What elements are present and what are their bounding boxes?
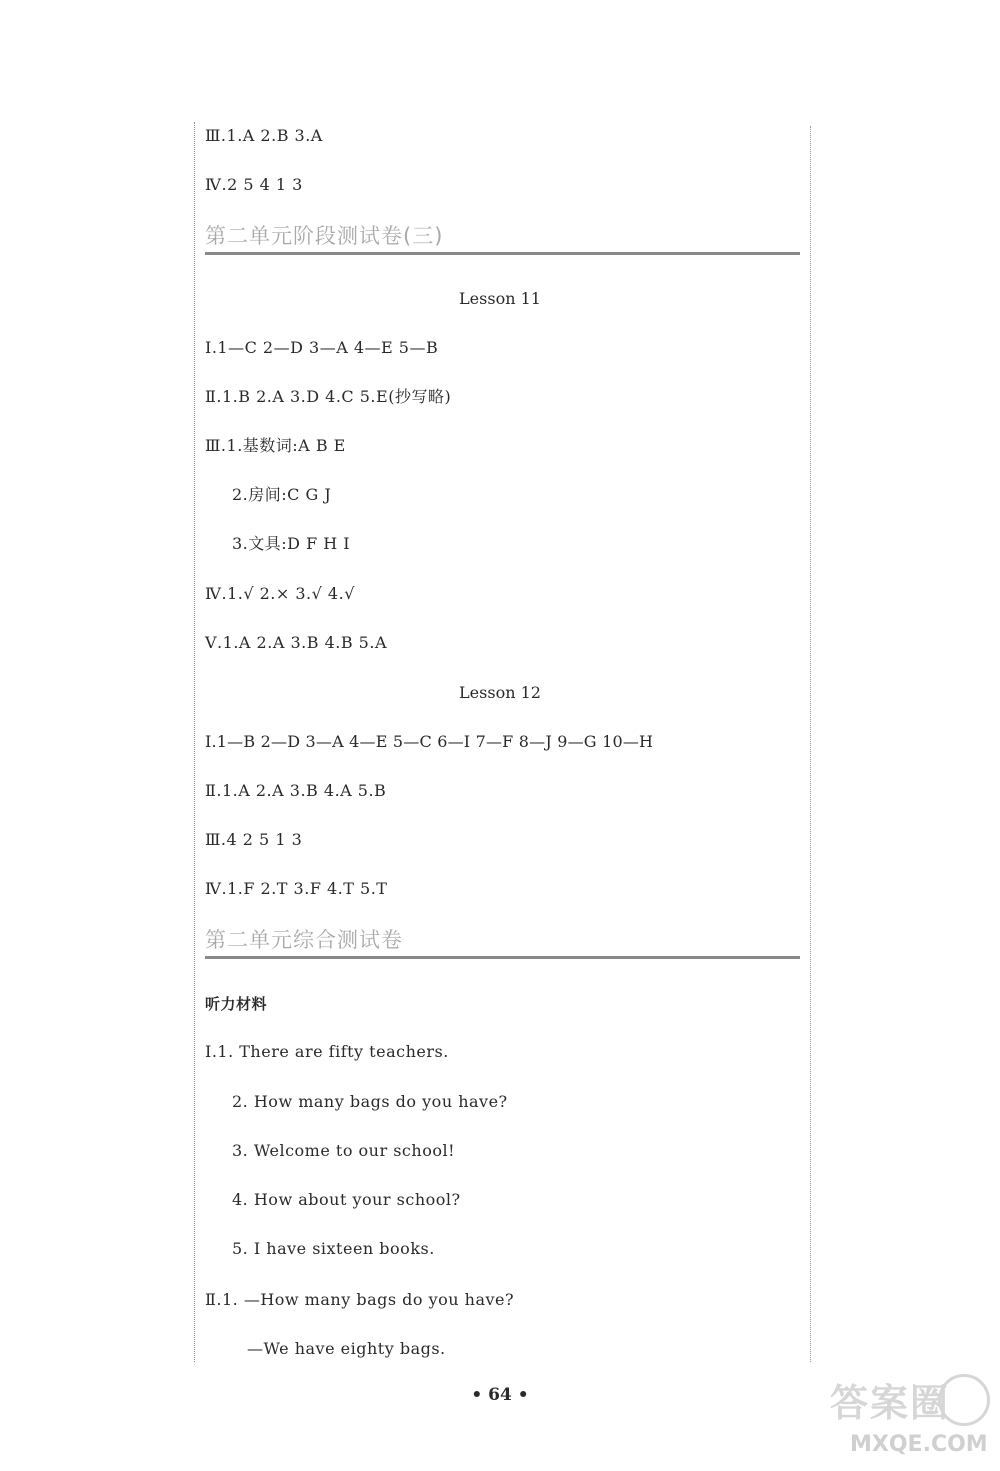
- listening-line: 4. How about your school?: [232, 1190, 461, 1209]
- lesson-title: Lesson 11: [459, 289, 541, 308]
- listening-line: —We have eighty bags.: [247, 1339, 446, 1358]
- section-title: 第二单元阶段测试卷(三): [205, 222, 800, 255]
- answer-line: Ⅲ.1.A 2.B 3.A: [205, 126, 323, 145]
- section-title: 第二单元综合测试卷: [205, 926, 800, 959]
- answer-line: Ⅳ.1.F 2.T 3.F 4.T 5.T: [205, 879, 388, 898]
- answer-line: Ⅱ.1.A 2.A 3.B 4.A 5.B: [205, 781, 387, 800]
- answer-line: Ⅲ.1.基数词:A B E: [205, 436, 346, 455]
- answer-line: Ⅰ.1—B 2—D 3—A 4—E 5—C 6—I 7—F 8—J 9—G 10—H: [205, 732, 654, 751]
- listening-line: 3. Welcome to our school!: [232, 1141, 456, 1160]
- watermark-logo: [830, 1372, 995, 1467]
- listening-heading: 听力材料: [205, 995, 268, 1013]
- answer-line: Ⅱ.1.B 2.A 3.D 4.C 5.E(抄写略): [205, 387, 452, 406]
- answer-line: Ⅲ.4 2 5 1 3: [205, 830, 303, 849]
- listening-line: Ⅰ.1. There are fifty teachers.: [205, 1042, 449, 1061]
- answer-line: 3.文具:D F H I: [232, 534, 351, 553]
- lesson-title: Lesson 12: [459, 683, 541, 702]
- answer-line: 2.房间:C G J: [232, 485, 332, 504]
- watermark-text: 答案圈: [830, 1381, 951, 1425]
- listening-line: 2. How many bags do you have?: [232, 1092, 508, 1111]
- listening-line: Ⅱ.1. —How many bags do you have?: [205, 1290, 515, 1309]
- watermark-url: MXQE.COM: [850, 1432, 988, 1457]
- answer-line: Ⅳ.2 5 4 1 3: [205, 175, 303, 194]
- listening-line: 5. I have sixteen books.: [232, 1239, 435, 1258]
- right-dotted-rule: [810, 126, 811, 1362]
- answer-line: Ⅰ.1—C 2—D 3—A 4—E 5—B: [205, 338, 439, 357]
- page-number: • 64 •: [471, 1385, 529, 1405]
- answer-line: Ⅳ.1.√ 2.× 3.√ 4.√: [205, 584, 355, 603]
- answer-line: Ⅴ.1.A 2.A 3.B 4.B 5.A: [205, 633, 387, 652]
- left-dotted-rule: [194, 122, 195, 1362]
